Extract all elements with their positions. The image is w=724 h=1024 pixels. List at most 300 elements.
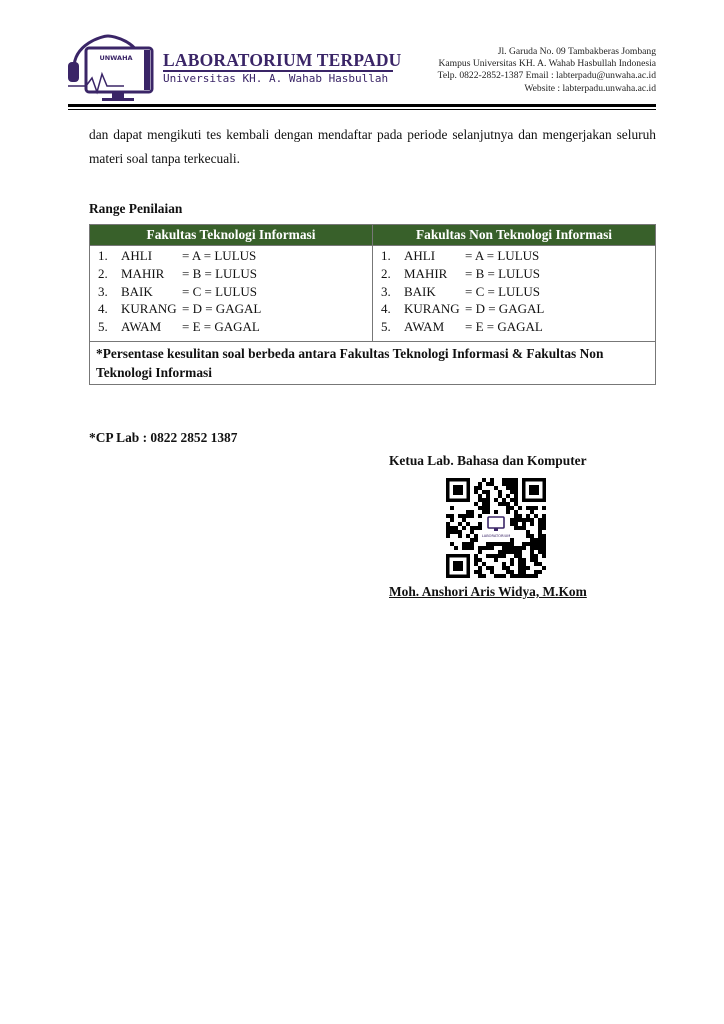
qr-module <box>510 538 514 542</box>
item-number: 3. <box>381 283 391 299</box>
qr-module <box>510 550 514 554</box>
qr-module <box>522 542 526 546</box>
qr-module <box>494 574 498 578</box>
qr-module <box>454 530 458 534</box>
qr-module <box>474 534 478 538</box>
item-level: AHLI <box>404 248 436 263</box>
qr-module <box>510 522 514 526</box>
address-line-2: Kampus Universitas KH. A. Wahab Hasbullah Indonesia <box>438 58 656 70</box>
range-title: Range Penilaian <box>89 201 183 216</box>
qr-module <box>518 566 522 570</box>
qr-module <box>538 542 542 546</box>
item-value: = C = LULUS <box>465 283 540 299</box>
lab-title: LABORATORIUM TERPADU <box>163 50 402 70</box>
qr-module <box>482 510 486 514</box>
qr-module <box>482 546 486 550</box>
qr-module <box>526 530 530 534</box>
qr-module <box>538 550 542 554</box>
qr-module <box>522 574 526 578</box>
item-level: AWAM <box>404 319 445 335</box>
qr-module <box>486 506 490 510</box>
qr-module <box>506 482 510 486</box>
qr-module <box>522 522 526 526</box>
qr-module <box>514 526 518 530</box>
qr-module <box>458 530 462 534</box>
qr-module <box>478 546 482 550</box>
qr-module <box>466 514 470 518</box>
item-level: MAHIR <box>404 265 448 281</box>
qr-module <box>526 514 530 518</box>
qr-module <box>490 478 494 482</box>
qr-module <box>526 506 530 510</box>
qr-module <box>478 558 482 562</box>
logo-text: UNWAHA <box>99 54 133 62</box>
qr-module <box>526 534 530 538</box>
qr-module <box>470 530 474 534</box>
item-level: KURANG <box>121 301 177 317</box>
qr-module <box>538 570 542 574</box>
qr-module <box>446 530 450 534</box>
qr-module <box>494 498 498 502</box>
qr-module <box>542 566 546 570</box>
qr-module <box>514 482 518 486</box>
qr-module <box>490 542 494 546</box>
qr-finder-bottom-left <box>446 554 470 578</box>
qr-module <box>486 542 490 546</box>
grade-list-ti <box>90 246 372 341</box>
qr-module <box>474 558 478 562</box>
qr-module <box>506 506 510 510</box>
qr-finder-top-left <box>446 478 470 502</box>
qr-module <box>486 498 490 502</box>
qr-module <box>514 478 518 482</box>
qr-module <box>482 502 486 506</box>
item-value: = C = LULUS <box>182 283 257 299</box>
qr-module <box>486 502 490 506</box>
qr-module <box>542 526 546 530</box>
qr-module <box>498 502 502 506</box>
qr-module <box>450 514 454 518</box>
qr-module <box>470 514 474 518</box>
column-header-non-ti: Fakultas Non Teknologi Informasi <box>373 225 656 246</box>
qr-module <box>506 550 510 554</box>
qr-module <box>494 554 498 558</box>
contact-block <box>438 46 656 95</box>
qr-module <box>466 542 470 546</box>
qr-module <box>530 506 534 510</box>
qr-module <box>462 542 466 546</box>
qr-module <box>474 486 478 490</box>
qr-module <box>462 546 466 550</box>
qr-module <box>510 574 514 578</box>
qr-module <box>522 562 526 566</box>
qr-module <box>510 518 514 522</box>
qr-module <box>506 546 510 550</box>
qr-module <box>530 546 534 550</box>
qr-module <box>534 542 538 546</box>
qr-module <box>466 534 470 538</box>
qr-module <box>538 518 542 522</box>
qr-module <box>542 506 546 510</box>
qr-module <box>454 546 458 550</box>
qr-module <box>534 506 538 510</box>
qr-module <box>506 566 510 570</box>
qr-module <box>530 538 534 542</box>
qr-module <box>482 506 486 510</box>
qr-module <box>510 490 514 494</box>
qr-module <box>506 486 510 490</box>
qr-module <box>518 526 522 530</box>
qr-module <box>538 526 542 530</box>
qr-module <box>510 558 514 562</box>
qr-module <box>522 570 526 574</box>
qr-module <box>538 546 542 550</box>
qr-module <box>502 498 506 502</box>
qr-module <box>522 518 526 522</box>
qr-module <box>486 490 490 494</box>
list-item <box>381 283 655 301</box>
qr-module <box>518 570 522 574</box>
qr-module <box>446 514 450 518</box>
qr-module <box>538 530 542 534</box>
qr-module <box>450 542 454 546</box>
qr-module <box>530 554 534 558</box>
qr-module <box>522 546 526 550</box>
qr-module <box>478 498 482 502</box>
qr-module <box>534 554 538 558</box>
qr-module <box>494 542 498 546</box>
qr-module <box>510 478 514 482</box>
qr-module <box>518 514 522 518</box>
qr-module <box>478 566 482 570</box>
qr-module <box>506 502 510 506</box>
difficulty-note: *Persentase kesulitan soal berbeda antara Fakultas Teknologi Informasi & Fakultas Non Teknologi Informasi <box>90 341 656 384</box>
qr-module <box>466 522 470 526</box>
qr-module <box>534 546 538 550</box>
item-value: = B = LULUS <box>182 265 257 281</box>
item-level: AHLI <box>121 248 153 263</box>
qr-module <box>490 482 494 486</box>
qr-module <box>526 566 530 570</box>
qr-module <box>510 542 514 546</box>
item-value: = E = GAGAL <box>465 319 543 335</box>
item-value: = D = GAGAL <box>182 301 262 317</box>
qr-module <box>474 570 478 574</box>
qr-module <box>478 522 482 526</box>
qr-module <box>486 546 490 550</box>
item-number: 4. <box>98 301 108 317</box>
qr-module <box>482 562 486 566</box>
qr-module <box>478 550 482 554</box>
qr-module <box>494 558 498 562</box>
qr-module <box>478 514 482 518</box>
qr-module <box>518 562 522 566</box>
qr-module <box>510 498 514 502</box>
qr-module <box>514 554 518 558</box>
qr-module <box>530 534 534 538</box>
qr-module <box>490 570 494 574</box>
item-number: 2. <box>98 265 108 281</box>
signer-name: Moh. Anshori Aris Widya, M.Kom <box>389 584 587 599</box>
qr-module <box>530 510 534 514</box>
qr-module <box>502 550 506 554</box>
qr-module <box>530 558 534 562</box>
qr-module <box>518 558 522 562</box>
qr-module <box>510 482 514 486</box>
grade-list-non-ti <box>373 246 655 341</box>
qr-module <box>522 566 526 570</box>
qr-module <box>506 542 510 546</box>
qr-module <box>502 478 506 482</box>
qr-module <box>514 550 518 554</box>
item-value: = D = GAGAL <box>465 301 545 317</box>
qr-module <box>538 522 542 526</box>
laboratorium-logo <box>64 34 156 102</box>
qr-module <box>526 542 530 546</box>
qr-module <box>494 510 498 514</box>
list-item <box>98 300 372 318</box>
qr-module <box>474 554 478 558</box>
qr-module <box>510 562 514 566</box>
qr-module <box>502 566 506 570</box>
qr-module <box>470 542 474 546</box>
qr-module <box>462 526 466 530</box>
qr-module <box>462 514 466 518</box>
qr-module <box>542 538 546 542</box>
qr-module <box>474 502 478 506</box>
qr-module <box>514 546 518 550</box>
item-number: 4. <box>381 301 391 317</box>
grade-table <box>89 224 656 385</box>
qr-module <box>490 554 494 558</box>
header-rule-thick <box>68 104 656 107</box>
qr-module <box>514 510 518 514</box>
item-level: AWAM <box>121 319 162 335</box>
signer-title: Ketua Lab. Bahasa dan Komputer <box>389 453 587 468</box>
qr-module <box>478 482 482 486</box>
qr-module <box>502 546 506 550</box>
item-value: = A = LULUS <box>465 248 540 263</box>
qr-module <box>478 506 482 510</box>
item-level: BAIK <box>121 283 153 299</box>
qr-module <box>502 574 506 578</box>
list-item <box>381 247 655 265</box>
body-paragraph: dan dapat mengikuti tes kembali dengan mendaftar pada periode selanjutnya dan mengerjakan seluruh materi soal tanpa terkecuali. <box>89 127 656 166</box>
list-item <box>381 300 655 318</box>
qr-module <box>534 558 538 562</box>
list-item <box>98 265 372 283</box>
qr-module <box>478 570 482 574</box>
grade-cell-non-ti <box>373 246 656 342</box>
qr-module <box>542 554 546 558</box>
qr-module <box>498 494 502 498</box>
qr-module <box>474 562 478 566</box>
qr-module <box>506 478 510 482</box>
item-number: 2. <box>381 265 391 281</box>
qr-module <box>518 546 522 550</box>
qr-module <box>502 482 506 486</box>
qr-module <box>518 554 522 558</box>
qr-module <box>526 574 530 578</box>
qr-module <box>450 526 454 530</box>
qr-module <box>534 574 538 578</box>
qr-module <box>542 542 546 546</box>
qr-module <box>510 570 514 574</box>
qr-module <box>534 538 538 542</box>
qr-module <box>486 566 490 570</box>
qr-module <box>510 506 514 510</box>
qr-module <box>474 538 478 542</box>
qr-module <box>474 490 478 494</box>
qr-code <box>446 478 546 578</box>
qr-module <box>542 534 546 538</box>
qr-module <box>470 526 474 530</box>
list-item <box>381 265 655 283</box>
qr-module <box>486 482 490 486</box>
qr-module <box>514 490 518 494</box>
qr-module <box>458 534 462 538</box>
qr-module <box>530 574 534 578</box>
item-level: BAIK <box>404 283 436 299</box>
qr-module <box>518 574 522 578</box>
phone-email-line: Telp. 0822-2852-1387 Email : labterpadu@unwaha.ac.id <box>437 70 656 82</box>
qr-module <box>514 574 518 578</box>
qr-module <box>514 486 518 490</box>
qr-module <box>494 486 498 490</box>
item-value: = E = GAGAL <box>182 319 260 335</box>
qr-center-monitor-icon <box>488 517 504 528</box>
qr-module <box>522 526 526 530</box>
qr-module <box>498 574 502 578</box>
qr-module <box>478 486 482 490</box>
qr-module <box>502 562 506 566</box>
qr-module <box>470 510 474 514</box>
qr-module <box>470 538 474 542</box>
item-number: 3. <box>98 283 108 299</box>
qr-module <box>474 526 478 530</box>
qr-module <box>542 522 546 526</box>
item-level: KURANG <box>404 301 460 317</box>
qr-module <box>446 526 450 530</box>
qr-module <box>462 518 466 522</box>
qr-module <box>514 502 518 506</box>
qr-module <box>466 546 470 550</box>
lab-subtitle: Universitas KH. A. Wahab Hasbullah <box>163 72 389 85</box>
qr-module <box>450 506 454 510</box>
qr-module <box>478 494 482 498</box>
qr-module <box>522 558 526 562</box>
item-number: 5. <box>381 319 391 335</box>
list-item <box>98 318 372 336</box>
qr-module <box>482 478 486 482</box>
qr-module <box>514 494 518 498</box>
qr-module <box>542 550 546 554</box>
qr-module <box>538 534 542 538</box>
qr-center-text: LABORATORIUM <box>481 534 511 538</box>
item-number: 5. <box>98 319 108 335</box>
qr-module <box>538 562 542 566</box>
qr-module <box>510 546 514 550</box>
qr-module <box>498 542 502 546</box>
item-number: 1. <box>98 248 108 263</box>
item-value: = B = LULUS <box>465 265 540 281</box>
qr-module <box>510 486 514 490</box>
qr-module <box>514 518 518 522</box>
list-item <box>98 283 372 301</box>
qr-module <box>530 518 534 522</box>
qr-module <box>542 514 546 518</box>
list-item <box>381 318 655 336</box>
qr-module <box>466 510 470 514</box>
qr-module <box>506 510 510 514</box>
qr-module <box>518 550 522 554</box>
column-header-ti: Fakultas Teknologi Informasi <box>90 225 373 246</box>
qr-module <box>530 522 534 526</box>
cp-lab: *CP Lab : 0822 2852 1387 <box>89 430 238 445</box>
qr-module <box>450 530 454 534</box>
address-line-1: Jl. Garuda No. 09 Tambakberas Jombang <box>497 46 656 57</box>
item-value: = A = LULUS <box>182 248 257 263</box>
qr-module <box>446 522 450 526</box>
qr-module <box>542 546 546 550</box>
qr-module <box>534 570 538 574</box>
qr-module <box>498 490 502 494</box>
qr-module <box>486 510 490 514</box>
qr-module <box>514 522 518 526</box>
qr-module <box>534 514 538 518</box>
qr-finder-top-right <box>522 478 546 502</box>
qr-module <box>498 550 502 554</box>
qr-module <box>490 546 494 550</box>
grade-cell-ti <box>90 246 373 342</box>
qr-module <box>450 518 454 522</box>
qr-module <box>486 494 490 498</box>
list-item <box>98 247 372 265</box>
qr-module <box>454 526 458 530</box>
qr-module <box>486 554 490 558</box>
qr-module <box>478 574 482 578</box>
item-level: MAHIR <box>121 265 165 281</box>
qr-module <box>502 502 506 506</box>
qr-module <box>498 554 502 558</box>
qr-module <box>478 526 482 530</box>
qr-module <box>446 534 450 538</box>
qr-module <box>518 506 522 510</box>
qr-module <box>530 542 534 546</box>
qr-module <box>506 570 510 574</box>
qr-module <box>530 550 534 554</box>
qr-module <box>502 554 506 558</box>
qr-module <box>534 562 538 566</box>
qr-module <box>518 518 522 522</box>
qr-module <box>538 538 542 542</box>
qr-module <box>490 566 494 570</box>
qr-module <box>482 574 486 578</box>
qr-module <box>542 518 546 522</box>
qr-module <box>506 494 510 498</box>
header-rule-thin <box>68 109 656 110</box>
item-number: 1. <box>381 248 391 263</box>
qr-module <box>458 522 462 526</box>
qr-module <box>514 514 518 518</box>
qr-module <box>482 490 486 494</box>
qr-module <box>514 498 518 502</box>
qr-module <box>502 542 506 546</box>
qr-module <box>470 546 474 550</box>
qr-module <box>458 514 462 518</box>
website-line: Website : labterpadu.unwaha.ac.id <box>524 82 656 94</box>
qr-module <box>482 498 486 502</box>
